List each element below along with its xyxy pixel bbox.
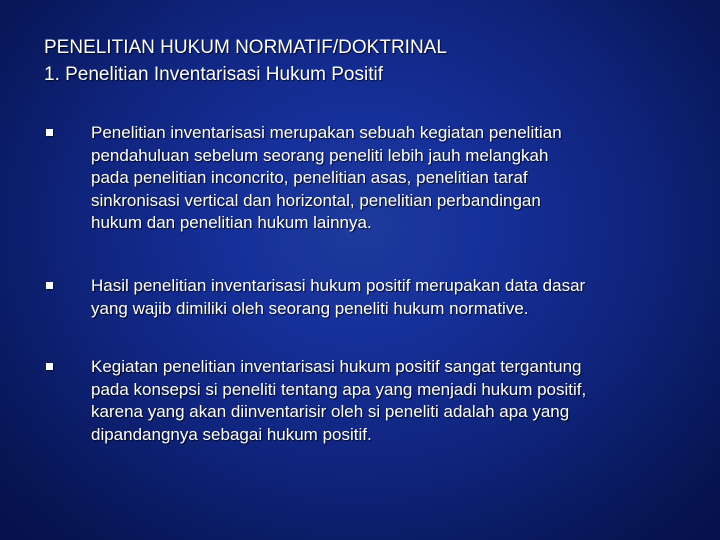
- bullet-text: [91, 356, 691, 446]
- slide-title-line: PENELITIAN HUKUM NORMATIF/DOKTRINAL: [44, 37, 447, 58]
- bullet-line: pada konsepsi si peneliti tentang apa yang menjadi hukum positif,: [91, 379, 587, 399]
- bullet-line: pendahuluan sebelum seorang peneliti lebih jauh melangkah: [91, 145, 549, 165]
- bullet-line: sinkronisasi vertical dan horizontal, penelitian perbandingan: [91, 190, 541, 210]
- slide-subtitle-line: 1. Penelitian Inventarisasi Hukum Positif: [44, 64, 383, 85]
- slide-title: [44, 34, 684, 88]
- bullet-line: Kegiatan penelitian inventarisasi hukum positif sangat tergantung: [91, 357, 582, 376]
- bullet-line: dipandangnya sebagai hukum positif.: [91, 424, 372, 444]
- bullet-line: Hasil penelitian inventarisasi hukum positif merupakan data dasar: [91, 276, 586, 295]
- bullet-line: karena yang akan diinventarisir oleh si peneliti adalah apa yang: [91, 402, 570, 421]
- bullet-text: [91, 122, 691, 235]
- square-bullet-icon: [46, 129, 53, 136]
- bullet-line: hukum dan penelitian hukum lainnya.: [91, 213, 372, 232]
- square-bullet-icon: [46, 282, 53, 289]
- bullet-line: yang wajib dimiliki oleh seorang peneliti hukum normative.: [91, 298, 529, 318]
- square-bullet-icon: [46, 363, 53, 370]
- bullet-line: Penelitian inventarisasi merupakan sebuah kegiatan penelitian: [91, 123, 562, 142]
- bullet-line: pada penelitian inconcrito, penelitian asas, penelitian taraf: [91, 168, 528, 187]
- bullet-text: [91, 275, 691, 320]
